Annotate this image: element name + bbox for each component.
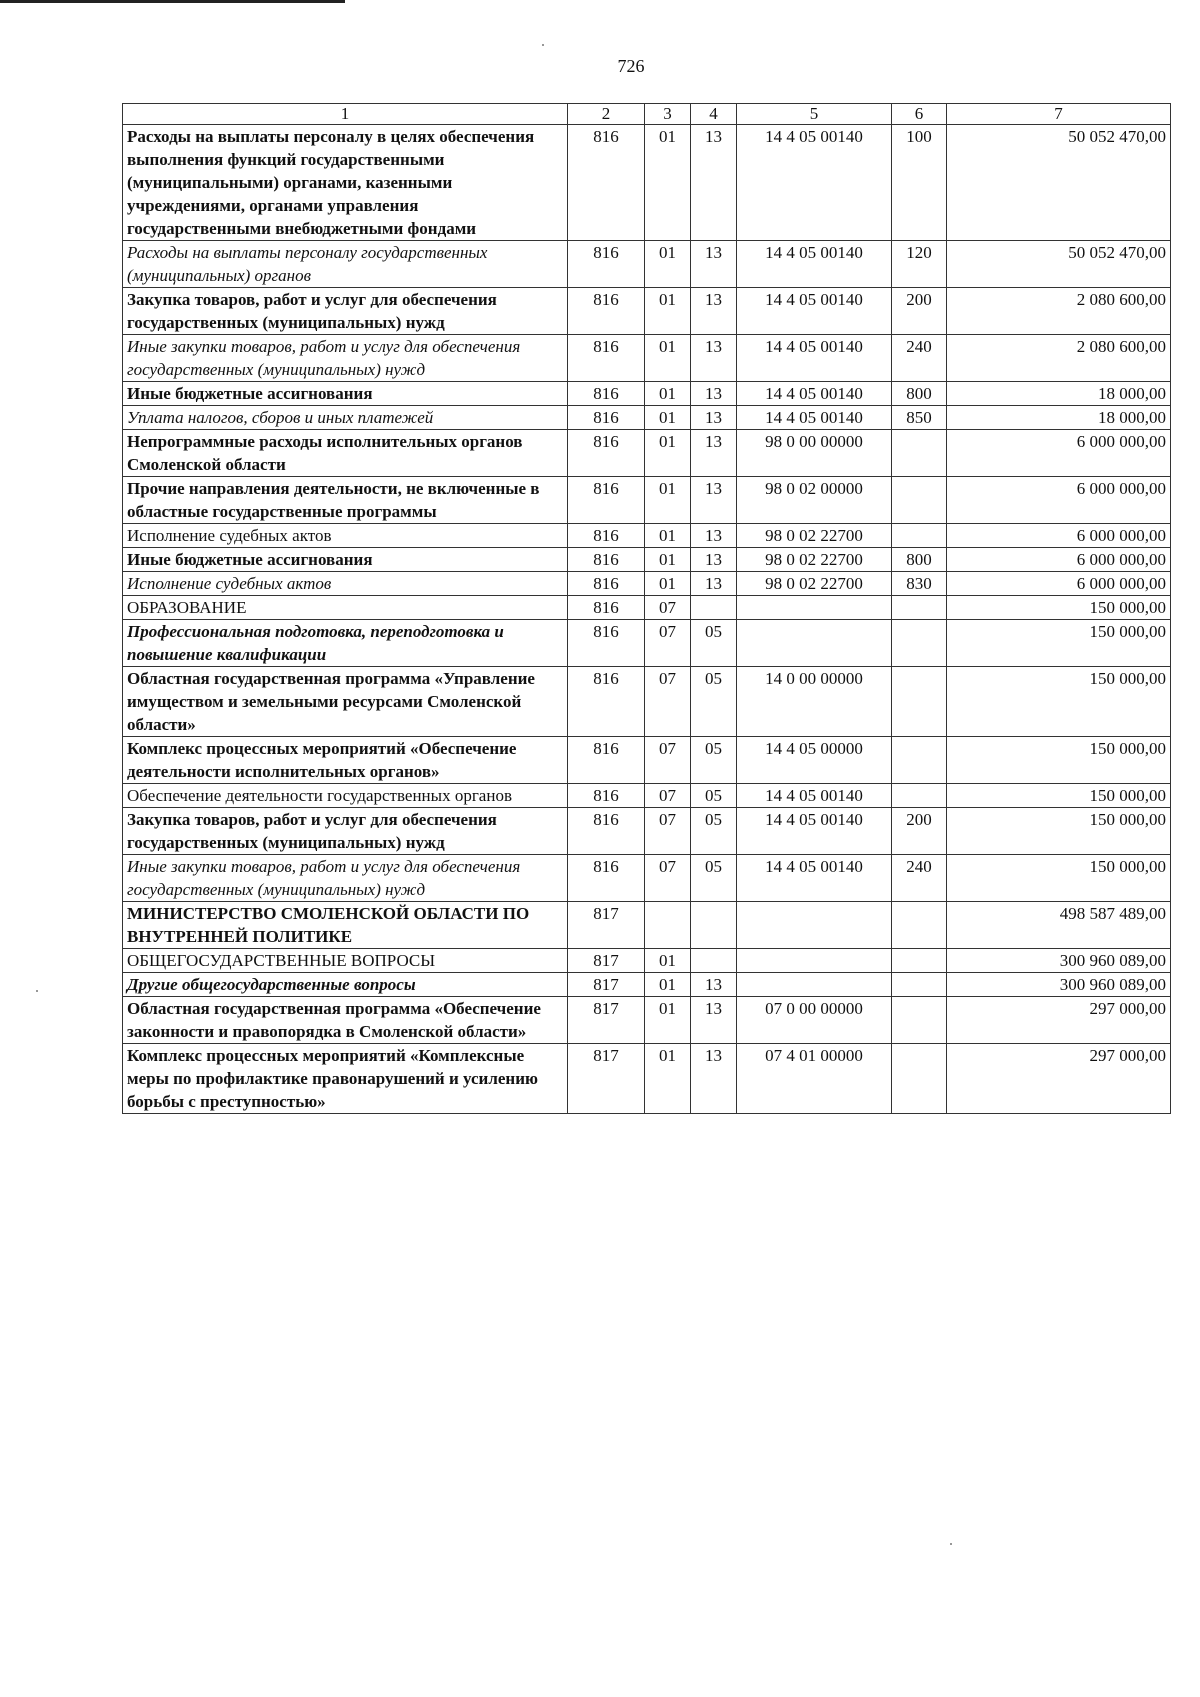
column-header: 7 [947,104,1171,125]
expense-type-cell [892,902,947,949]
item-name-cell: Прочие направления деятельности, не включенные в областные государственные программы [123,477,568,524]
table-row [123,902,1171,949]
admin-code-cell: 817 [568,1044,645,1114]
column-header: 6 [892,104,947,125]
admin-code-cell: 816 [568,784,645,808]
amount-cell: 6 000 000,00 [947,548,1171,572]
subsection-cell: 13 [691,1044,737,1114]
subsection-cell: 13 [691,973,737,997]
admin-code-cell: 816 [568,406,645,430]
amount-cell: 498 587 489,00 [947,902,1171,949]
column-header: 2 [568,104,645,125]
admin-code-cell: 816 [568,241,645,288]
target-article-cell: 14 4 05 00140 [737,382,892,406]
section-cell: 01 [645,1044,691,1114]
amount-cell: 2 080 600,00 [947,288,1171,335]
section-cell: 01 [645,477,691,524]
target-article-cell [737,902,892,949]
subsection-cell: 05 [691,855,737,902]
amount-cell: 150 000,00 [947,667,1171,737]
section-cell: 07 [645,596,691,620]
column-header: 3 [645,104,691,125]
subsection-cell: 13 [691,430,737,477]
subsection-cell: 05 [691,620,737,667]
section-cell: 07 [645,737,691,784]
target-article-cell: 14 4 05 00140 [737,288,892,335]
table-row [123,1044,1171,1114]
item-name-cell: Иные бюджетные ассигнования [123,382,568,406]
section-cell: 01 [645,949,691,973]
section-cell: 01 [645,406,691,430]
section-cell: 01 [645,241,691,288]
target-article-cell: 14 4 05 00140 [737,855,892,902]
scan-speck [542,44,544,46]
section-cell: 01 [645,288,691,335]
table-row [123,620,1171,667]
admin-code-cell: 817 [568,973,645,997]
subsection-cell: 13 [691,335,737,382]
expense-type-cell: 240 [892,335,947,382]
admin-code-cell: 816 [568,667,645,737]
expense-type-cell: 120 [892,241,947,288]
section-cell: 01 [645,125,691,241]
section-cell: 07 [645,808,691,855]
amount-cell: 18 000,00 [947,382,1171,406]
admin-code-cell: 817 [568,902,645,949]
item-name-cell: Обеспечение деятельности государственных органов [123,784,568,808]
scan-speck [36,990,38,992]
subsection-cell: 13 [691,288,737,335]
item-name-cell: Иные закупки товаров, работ и услуг для обеспечения государственных (муниципальных) нужд [123,855,568,902]
table-row [123,430,1171,477]
item-name-cell: Другие общегосударственные вопросы [123,973,568,997]
amount-cell: 6 000 000,00 [947,430,1171,477]
section-cell: 07 [645,784,691,808]
amount-cell: 300 960 089,00 [947,973,1171,997]
header-row [123,104,1171,125]
table-row [123,335,1171,382]
budget-table [122,103,1171,1114]
admin-code-cell: 816 [568,737,645,784]
top-scan-rule [0,0,345,3]
target-article-cell: 14 0 00 00000 [737,667,892,737]
expense-type-cell [892,430,947,477]
subsection-cell: 05 [691,808,737,855]
section-cell: 01 [645,335,691,382]
admin-code-cell: 816 [568,430,645,477]
subsection-cell [691,949,737,973]
item-name-cell: Непрограммные расходы исполнительных органов Смоленской области [123,430,568,477]
item-name-cell: Расходы на выплаты персоналу в целях обеспечения выполнения функций государственными (муниципальными) органами, казенными учреждениями, органами управления государственными внебюджетными фондами [123,125,568,241]
page-number: 726 [617,56,645,76]
column-header: 1 [123,104,568,125]
expense-type-cell [892,667,947,737]
amount-cell: 150 000,00 [947,596,1171,620]
subsection-cell: 13 [691,382,737,406]
admin-code-cell: 816 [568,620,645,667]
section-cell: 01 [645,382,691,406]
item-name-cell: Комплекс процессных мероприятий «Обеспечение деятельности исполнительных органов» [123,737,568,784]
target-article-cell: 14 4 05 00140 [737,808,892,855]
item-name-cell: Закупка товаров, работ и услуг для обеспечения государственных (муниципальных) нужд [123,808,568,855]
amount-cell: 150 000,00 [947,737,1171,784]
target-article-cell: 14 4 05 00140 [737,406,892,430]
admin-code-cell: 816 [568,335,645,382]
subsection-cell: 13 [691,406,737,430]
table-row [123,973,1171,997]
table-row [123,855,1171,902]
table-row [123,288,1171,335]
item-name-cell: Расходы на выплаты персоналу государственных (муниципальных) органов [123,241,568,288]
table-row [123,667,1171,737]
table-row [123,596,1171,620]
target-article-cell: 14 4 05 00000 [737,737,892,784]
section-cell: 07 [645,667,691,737]
column-header: 4 [691,104,737,125]
section-cell [645,902,691,949]
subsection-cell: 13 [691,125,737,241]
amount-cell: 297 000,00 [947,997,1171,1044]
subsection-cell [691,596,737,620]
amount-cell: 2 080 600,00 [947,335,1171,382]
amount-cell: 6 000 000,00 [947,524,1171,548]
target-article-cell: 14 4 05 00140 [737,125,892,241]
target-article-cell: 98 0 02 22700 [737,524,892,548]
expense-type-cell [892,1044,947,1114]
item-name-cell: ОБЩЕГОСУДАРСТВЕННЫЕ ВОПРОСЫ [123,949,568,973]
subsection-cell: 13 [691,477,737,524]
item-name-cell: Комплекс процессных мероприятий «Комплексные меры по профилактике правонарушений и усилению борьбы с преступностью» [123,1044,568,1114]
expense-type-cell: 800 [892,382,947,406]
subsection-cell: 05 [691,784,737,808]
target-article-cell: 14 4 05 00140 [737,335,892,382]
target-article-cell: 98 0 00 00000 [737,430,892,477]
amount-cell: 150 000,00 [947,808,1171,855]
table-row [123,572,1171,596]
subsection-cell: 13 [691,548,737,572]
item-name-cell: МИНИСТЕРСТВО СМОЛЕНСКОЙ ОБЛАСТИ ПО ВНУТРЕННЕЙ ПОЛИТИКЕ [123,902,568,949]
target-article-cell: 07 4 01 00000 [737,1044,892,1114]
amount-cell: 150 000,00 [947,784,1171,808]
expense-type-cell [892,477,947,524]
expense-type-cell: 200 [892,808,947,855]
admin-code-cell: 816 [568,382,645,406]
section-cell: 01 [645,430,691,477]
target-article-cell: 14 4 05 00140 [737,784,892,808]
expense-type-cell [892,524,947,548]
subsection-cell: 13 [691,572,737,596]
item-name-cell: ОБРАЗОВАНИЕ [123,596,568,620]
item-name-cell: Уплата налогов, сборов и иных платежей [123,406,568,430]
table-row [123,477,1171,524]
amount-cell: 297 000,00 [947,1044,1171,1114]
expense-type-cell [892,949,947,973]
amount-cell: 6 000 000,00 [947,572,1171,596]
expense-type-cell [892,973,947,997]
expense-type-cell: 850 [892,406,947,430]
table-row [123,125,1171,241]
table-row [123,808,1171,855]
table-row [123,737,1171,784]
target-article-cell [737,620,892,667]
expense-type-cell: 100 [892,125,947,241]
section-cell: 01 [645,548,691,572]
expense-type-cell: 240 [892,855,947,902]
table-body [123,104,1171,1114]
expense-type-cell [892,737,947,784]
table-row [123,548,1171,572]
amount-cell: 50 052 470,00 [947,125,1171,241]
amount-cell: 150 000,00 [947,855,1171,902]
subsection-cell [691,902,737,949]
section-cell: 01 [645,572,691,596]
item-name-cell: Исполнение судебных актов [123,572,568,596]
target-article-cell: 98 0 02 22700 [737,572,892,596]
item-name-cell: Профессиональная подготовка, переподготовка и повышение квалификации [123,620,568,667]
expense-type-cell [892,596,947,620]
item-name-cell: Исполнение судебных актов [123,524,568,548]
target-article-cell: 98 0 02 22700 [737,548,892,572]
amount-cell: 150 000,00 [947,620,1171,667]
expense-type-cell [892,784,947,808]
subsection-cell: 13 [691,524,737,548]
item-name-cell: Иные бюджетные ассигнования [123,548,568,572]
item-name-cell: Закупка товаров, работ и услуг для обеспечения государственных (муниципальных) нужд [123,288,568,335]
section-cell: 07 [645,620,691,667]
target-article-cell: 07 0 00 00000 [737,997,892,1044]
target-article-cell: 98 0 02 00000 [737,477,892,524]
section-cell: 07 [645,855,691,902]
expense-type-cell: 200 [892,288,947,335]
item-name-cell: Областная государственная программа «Управление имуществом и земельными ресурсами Смоленской области» [123,667,568,737]
admin-code-cell: 816 [568,477,645,524]
amount-cell: 300 960 089,00 [947,949,1171,973]
expense-type-cell: 800 [892,548,947,572]
expense-type-cell [892,997,947,1044]
table-row [123,524,1171,548]
table-row [123,382,1171,406]
admin-code-cell: 816 [568,855,645,902]
scan-speck [950,1543,952,1545]
subsection-cell: 13 [691,997,737,1044]
target-article-cell: 14 4 05 00140 [737,241,892,288]
admin-code-cell: 816 [568,125,645,241]
admin-code-cell: 816 [568,808,645,855]
admin-code-cell: 816 [568,596,645,620]
table-row [123,784,1171,808]
expense-type-cell: 830 [892,572,947,596]
item-name-cell: Иные закупки товаров, работ и услуг для обеспечения государственных (муниципальных) нужд [123,335,568,382]
target-article-cell [737,973,892,997]
amount-cell: 50 052 470,00 [947,241,1171,288]
target-article-cell [737,596,892,620]
table-row [123,997,1171,1044]
expense-type-cell [892,620,947,667]
table-row [123,241,1171,288]
section-cell: 01 [645,973,691,997]
section-cell: 01 [645,997,691,1044]
column-header: 5 [737,104,892,125]
admin-code-cell: 817 [568,997,645,1044]
admin-code-cell: 816 [568,548,645,572]
admin-code-cell: 816 [568,524,645,548]
amount-cell: 6 000 000,00 [947,477,1171,524]
item-name-cell: Областная государственная программа «Обеспечение законности и правопорядка в Смоленской области» [123,997,568,1044]
admin-code-cell: 817 [568,949,645,973]
subsection-cell: 05 [691,737,737,784]
subsection-cell: 13 [691,241,737,288]
admin-code-cell: 816 [568,288,645,335]
admin-code-cell: 816 [568,572,645,596]
target-article-cell [737,949,892,973]
table-row [123,949,1171,973]
table-row [123,406,1171,430]
subsection-cell: 05 [691,667,737,737]
amount-cell: 18 000,00 [947,406,1171,430]
section-cell: 01 [645,524,691,548]
